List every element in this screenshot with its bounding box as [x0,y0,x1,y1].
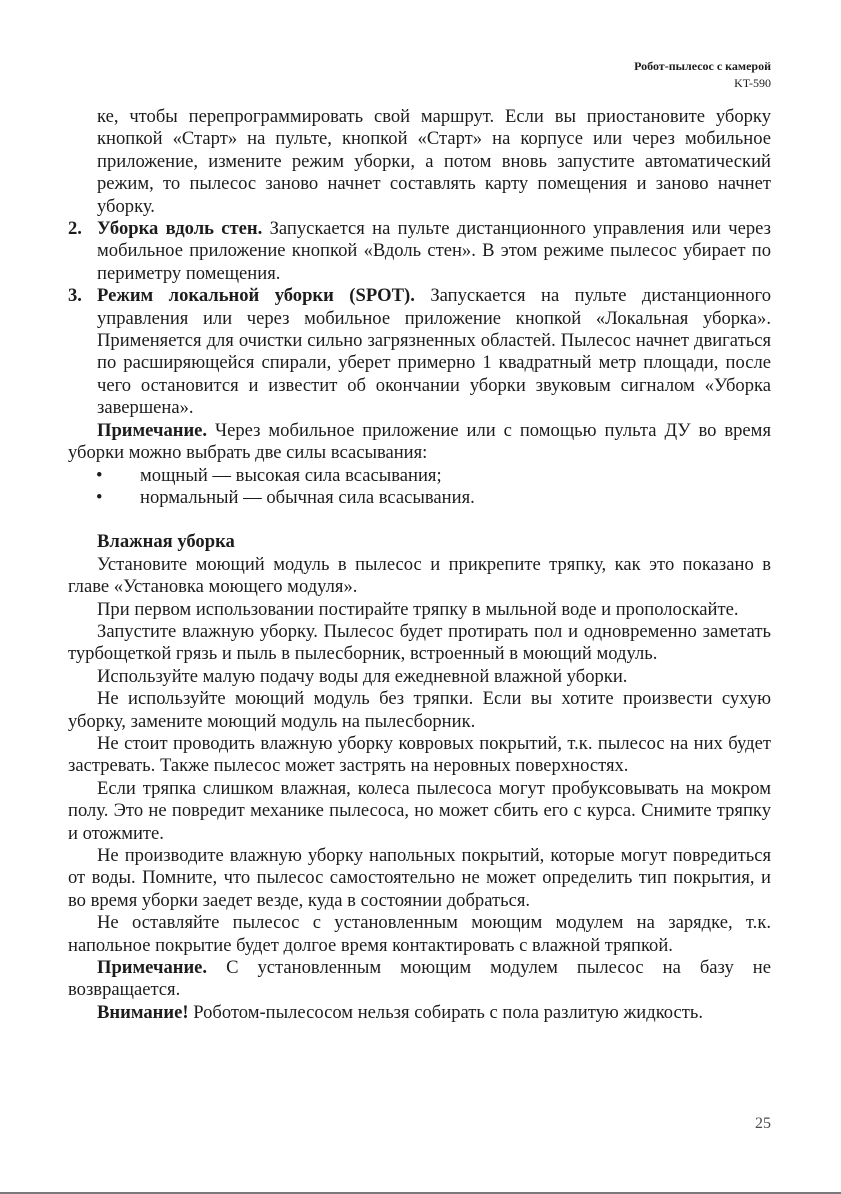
suction-note [68,420,771,465]
header-model: KT-590 [734,76,771,90]
wet-paragraph: При первом использовании постирайте тряпку в мыльной воде и прополоскайте. [97,598,739,620]
wet-paragraph: Используйте малую подачу воды для ежедневной влажной уборки. [97,665,628,687]
wet-paragraph: Запустите влажную уборку. Пылесос будет протирать пол и одновременно заметать турбощеткой грязь и пыль в пылесборник, встроенный в моющий модуль. [68,620,771,665]
section-heading: Влажная уборка [97,531,235,553]
bullet-item [68,465,771,487]
warning-label: Внимание! [97,1001,189,1023]
page-body [68,106,771,1024]
note-label: Примечание. [97,957,208,979]
intro-paragraph: ке, чтобы перепрограммировать свой маршрут. Если вы приостановите уборку кнопкой «Старт» на пульте, кнопкой «Старт» на корпусе или через мобильное приложение, измените режим уборки, а потом вновь запустите автоматический режим, то пылесос заново начнет составлять карту помещения и заново начнет уборку. [97,106,771,217]
list-number: 2. [68,218,82,240]
note-text: Через мобильное приложение или с помощью пульта ДУ во время уборки можно выбрать две силы всасывания: [68,419,771,464]
note-text: С установленным моющим модулем пылесос на базу не возвращается. [68,957,771,1001]
list-item-spot-mode [68,285,771,419]
section-spacer [68,509,771,531]
list-item-body: Запускается на пульте дистанционного управления или через мобильное приложение кнопкой «Вдоль стен». В этом режиме пылесос убирает по периметру помещения. [97,218,771,284]
wet-paragraph: Не оставляйте пылесос с установленным моющим модулем на зарядке, т.к. напольное покрытие будет долгое время контактировать с влажной тряпкой. [68,912,771,956]
bullet-icon: • [96,486,103,508]
warning-paragraph [68,1002,771,1024]
bullet-text: мощный — высокая сила всасывания; [140,464,442,486]
list-item-text [97,285,771,419]
note-label: Примечание. [97,419,208,441]
list-item-text [97,218,771,285]
wet-paragraph: Если тряпка слишком влажная, колеса пылесоса могут пробуксовывать на мокром полу. Это не повредит механике пылесоса, но может сбить его с курса. Снимите тряпку и отожмите. [68,777,771,844]
bullet-item [68,487,771,509]
base-note [68,957,771,1002]
header-title: Робот-пылесос с камерой [634,59,771,73]
running-header [634,58,771,92]
bullet-text: нормальный — обычная сила всасывания. [140,486,475,508]
warning-text: Роботом-пылесосом нельзя собирать с пола разлитую жидкость. [188,1001,704,1023]
list-item-wall-mode [68,218,771,285]
list-number: 3. [68,285,82,307]
list-item-body: Запускается на пульте дистанционного управления или через мобильное приложение кнопкой «Локальная уборка». Применяется для очистки сильно загрязненных областей. Пылесос начнет двигаться по расширяющейся спирали, уберет примерно 1 квадратный метр площади, после чего остановится и известит об окончании уборки звуковым сигналом «Уборка завершена». [97,285,771,419]
wet-paragraph: Не стоит проводить влажную уборку ковровых покрытий, т.к. пылесос на них будет застревать. Также пылесос может застрять на неровных поверхностях. [68,732,771,777]
list-item-title: Режим локальной уборки (SPOT). [97,285,415,307]
list-item-title: Уборка вдоль стен. [97,218,263,240]
bullet-icon: • [96,464,103,486]
wet-paragraph: Не используйте моющий модуль без тряпки. Если вы хотите произвести сухую уборку, замените моющий модуль на пылесборник. [68,688,771,732]
wet-paragraph: Установите моющий модуль в пылесос и прикрепите тряпку, как это показано в главе «Установка моющего модуля». [68,553,771,598]
page-number: 25 [755,1115,771,1132]
wet-paragraph: Не производите влажную уборку напольных покрытий, которые могут повредиться от воды. Помните, что пылесос самостоятельно не может определить тип покрытия, и во время уборки заедет везде, куда в состоянии добраться. [68,845,771,911]
